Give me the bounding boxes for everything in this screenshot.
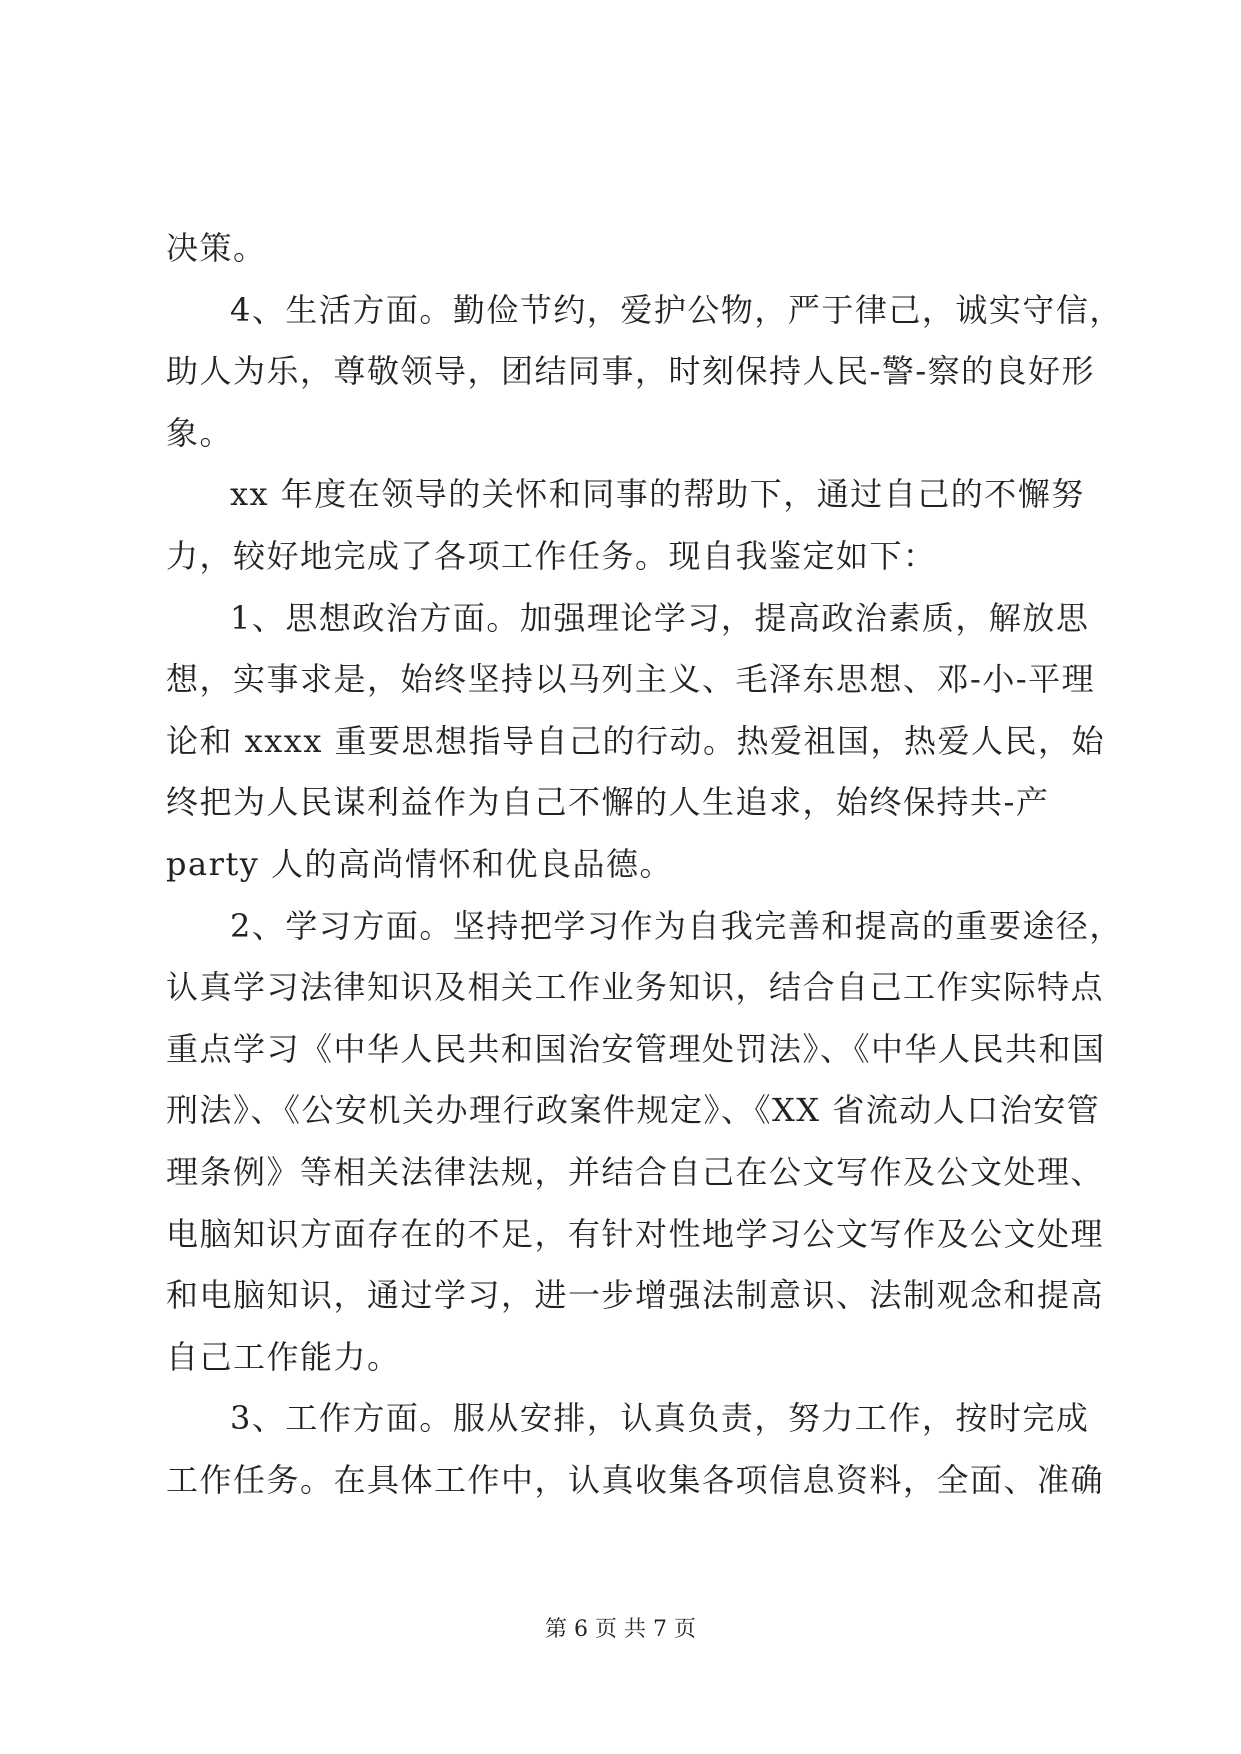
text-line: xx 年度在领导的关怀和同事的帮助下，通过自己的不懈努 bbox=[230, 475, 1085, 514]
text-line: 3、工作方面。服从安排，认真负责，努力工作，按时完成 bbox=[230, 1399, 1090, 1438]
text-line: 论和 xxxx 重要思想指导自己的行动。热爱祖国，热爱人民，始 bbox=[166, 721, 1106, 760]
text-line: 刑法》、《公安机关办理行政案件规定》、《XX 省流动人口治安管 bbox=[166, 1091, 1101, 1130]
text-line: 认真学习法律知识及相关工作业务知识，结合自己工作实际特点 bbox=[166, 968, 1105, 1007]
text-line: 决策。 bbox=[166, 229, 267, 267]
text-line: 工作任务。在具体工作中，认真收集各项信息资料，全面、准确 bbox=[166, 1460, 1105, 1499]
text-line: 重点学习《中华人民共和国治安管理处罚法》、《中华人民共和国 bbox=[166, 1029, 1106, 1068]
text-line: 理条例》等相关法律法规，并结合自己在公文写作及公文处理、 bbox=[166, 1152, 1105, 1191]
text-line: 助人为乐，尊敬领导，团结同事，时刻保持人民-警-察的良好形 bbox=[166, 352, 1096, 391]
text-line: 1、思想政治方面。加强理论学习，提高政治素质，解放思 bbox=[230, 598, 1090, 637]
page-number-footer: 第 6 页 共 7 页 bbox=[545, 1617, 696, 1642]
text-line: 电脑知识方面存在的不足，有针对性地学习公文写作及公文处理 bbox=[166, 1214, 1105, 1253]
text-line: 自己工作能力。 bbox=[166, 1337, 401, 1376]
text-line: 2、学习方面。坚持把学习作为自我完善和提高的重要途径， bbox=[230, 906, 1123, 945]
text-line: 象。 bbox=[166, 413, 234, 452]
text-line: 力，较好地完成了各项工作任务。现自我鉴定如下： bbox=[166, 536, 937, 575]
text-line: 想，实事求是，始终坚持以马列主义、毛泽东思想、邓-小-平理 bbox=[166, 660, 1096, 699]
text-line: party 人的高尚情怀和优良品德。 bbox=[166, 844, 673, 883]
document-body bbox=[166, 228, 1123, 1521]
text-line: 和电脑知识，通过学习，进一步增强法制意识、法制观念和提高 bbox=[166, 1276, 1105, 1315]
text-line: 终把为人民谋利益作为自己不懈的人生追求，始终保持共-产 bbox=[166, 783, 1050, 822]
text-line: 4、生活方面。勤俭节约，爱护公物，严于律己，诚实守信， bbox=[230, 290, 1123, 329]
